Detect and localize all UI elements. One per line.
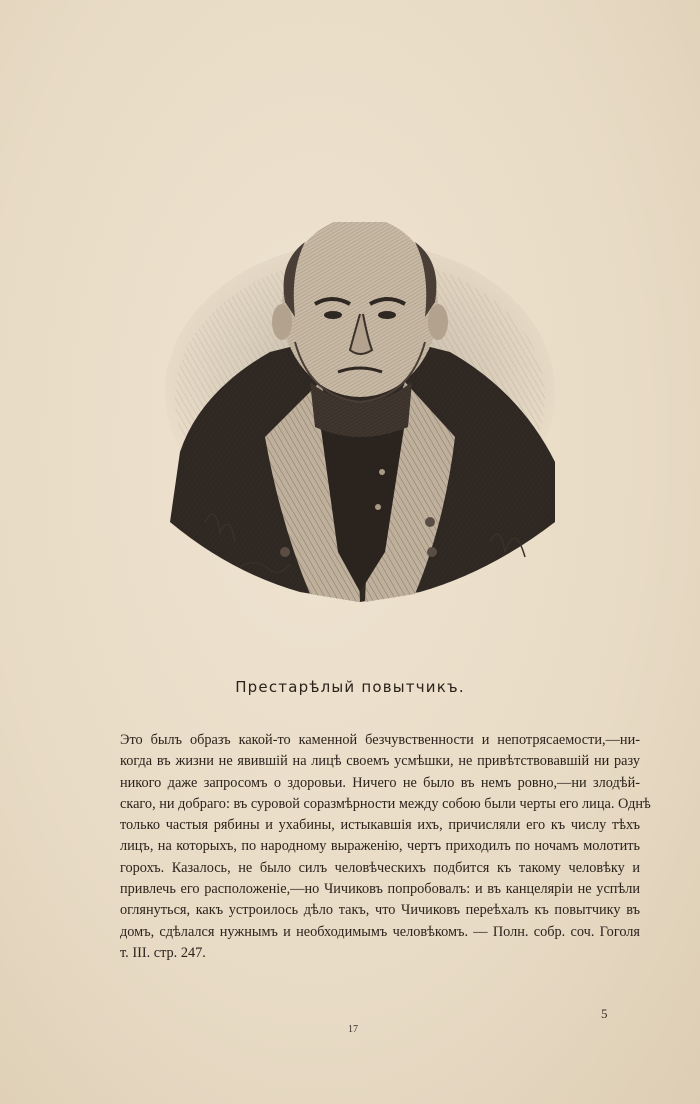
text-line: горохъ. Казалось, не было силъ человѣческихъ подбится къ такому человѣку и bbox=[120, 859, 640, 876]
text-line: Это былъ образъ какой-то каменной безчувственности и непотрясаемости,—ни- bbox=[120, 732, 640, 748]
text-line: только частыя рябины и ухабины, истыкавшія ихъ, причисляли его къ числу тѣхъ bbox=[120, 817, 640, 834]
text-line: когда въ жизни не явившій на лицѣ своемъ усмѣшки, не привѣтствовавшій ни разу bbox=[120, 753, 640, 770]
text-line: скаго, ни добраго: въ суровой соразмѣрности между собою были черты его лица. Однѣ bbox=[120, 795, 651, 812]
page-number-center: 17 bbox=[348, 1024, 358, 1035]
text-line: оглянуться, какъ устроилось дѣло такъ, что Чичиковъ переѣхалъ къ повытчику въ bbox=[120, 902, 640, 919]
text-line: т. III. стр. 247. bbox=[120, 944, 206, 961]
text-line: никого даже запросомъ о здоровьи. Ничего не было въ немъ ровно,—ни злодѣй- bbox=[120, 774, 640, 791]
text-line: лицъ, на которыхъ, по народному выраженію, чертъ приходилъ по ночамъ молотить bbox=[120, 838, 640, 855]
body-paragraph bbox=[120, 730, 651, 964]
portrait-engraving bbox=[160, 222, 560, 607]
portrait-image bbox=[160, 222, 560, 607]
page-number-right: 5 bbox=[601, 1006, 608, 1021]
text-line: привлечь его расположеніе,—но Чичиковъ попробовалъ: и въ канцеляріи не успѣли bbox=[120, 881, 640, 898]
illustration-caption: Престарѣлый повытчикъ. bbox=[235, 678, 465, 696]
text-line: домъ, сдѣлался нужнымъ и необходимымъ человѣкомъ. — Полн. собр. соч. Гоголя bbox=[120, 923, 640, 940]
